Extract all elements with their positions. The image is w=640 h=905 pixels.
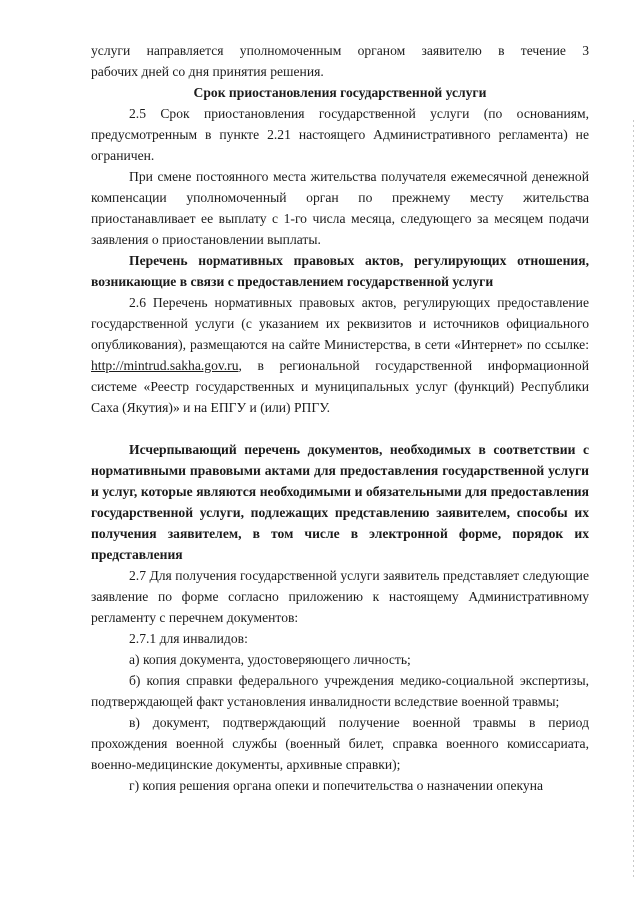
heading-suspension-period: Срок приостановления государственной услуги <box>193 85 487 100</box>
list-item-a: а) копия документа, удостоверяющего личность; <box>129 652 411 667</box>
paragraph-2-6 <box>91 292 589 418</box>
paragraph-2-7: 2.7 Для получения государственной услуги заявитель представляет следующие заявление по форме согласно приложению к настоящему Административному регламенту с перечнем документов: <box>91 568 589 625</box>
heading-legal-acts: Перечень нормативных правовых актов, регулирующих отношения, возникающие в связи с предоставлением государственной услуги <box>91 253 589 289</box>
list-item-g: г) копия решения органа опеки и попечительства о назначении опекуна <box>129 778 544 793</box>
continuation-line-1: услуги направляется уполномоченным органом заявителю в течение 3 <box>91 43 589 58</box>
paragraph-2-6-text-end: , в региональной государственной информационной системе «Реестр государственных и муниципальных услуг (функций) Республики Саха (Якутия)» и на ЕПГУ и (или) РПГУ. <box>91 358 589 415</box>
continuation-line-2: рабочих дней со дня принятия решения. <box>91 64 324 79</box>
paragraph-continuation <box>91 40 589 61</box>
paragraph-2-5: 2.5 Срок приостановления государственной услуги (по основаниям, предусмотренным в пункте 2.21 настоящего Административного регламента) не ограничен. <box>91 106 589 163</box>
list-item-v: в) документ, подтверждающий получение военной травмы в период прохождения военной службы (военный билет, справка военного комиссариата, военно-медицинские документы, архивные справки); <box>91 715 589 772</box>
ministry-site-link[interactable]: http://mintrud.sakha.gov.ru <box>91 358 239 373</box>
paragraph-residence-change: При смене постоянного места жительства получателя ежемесячной денежной компенсации уполномоченный орган по прежнему месту жительства приостанавливает ее выплату с 1-го числа месяца, следующего за месяцем подачи заявления о приостановлении выплаты. <box>91 169 589 247</box>
paragraph-2-6-text-start: 2.6 Перечень нормативных правовых актов, регулирующих предоставление государственной услуги (с указанием их реквизитов и источников официального опубликования), размещаются на сайте Министерства, в сети «Интернет» по ссылке: <box>91 295 589 352</box>
blank-line <box>91 418 589 439</box>
paragraph-2-7-1: 2.7.1 для инвалидов: <box>129 631 248 646</box>
paragraph-continuation-end <box>91 61 589 82</box>
scan-margin-artifact <box>633 120 634 880</box>
document-page <box>91 40 589 796</box>
list-item-b: б) копия справки федерального учреждения медико-социальной экспертизы, подтверждающей факт установления инвалидности вследствие военной травмы; <box>91 673 589 709</box>
heading-required-documents: Исчерпывающий перечень документов, необходимых в соответствии с нормативными правовыми актами для предоставления государственной услуги и услуг, которые являются необходимыми и обязательными для предоставления государственной услуги, подлежащих представлению заявителем, способы их получения заявителем, в том числе в электронной форме, порядок их представления <box>91 442 589 562</box>
